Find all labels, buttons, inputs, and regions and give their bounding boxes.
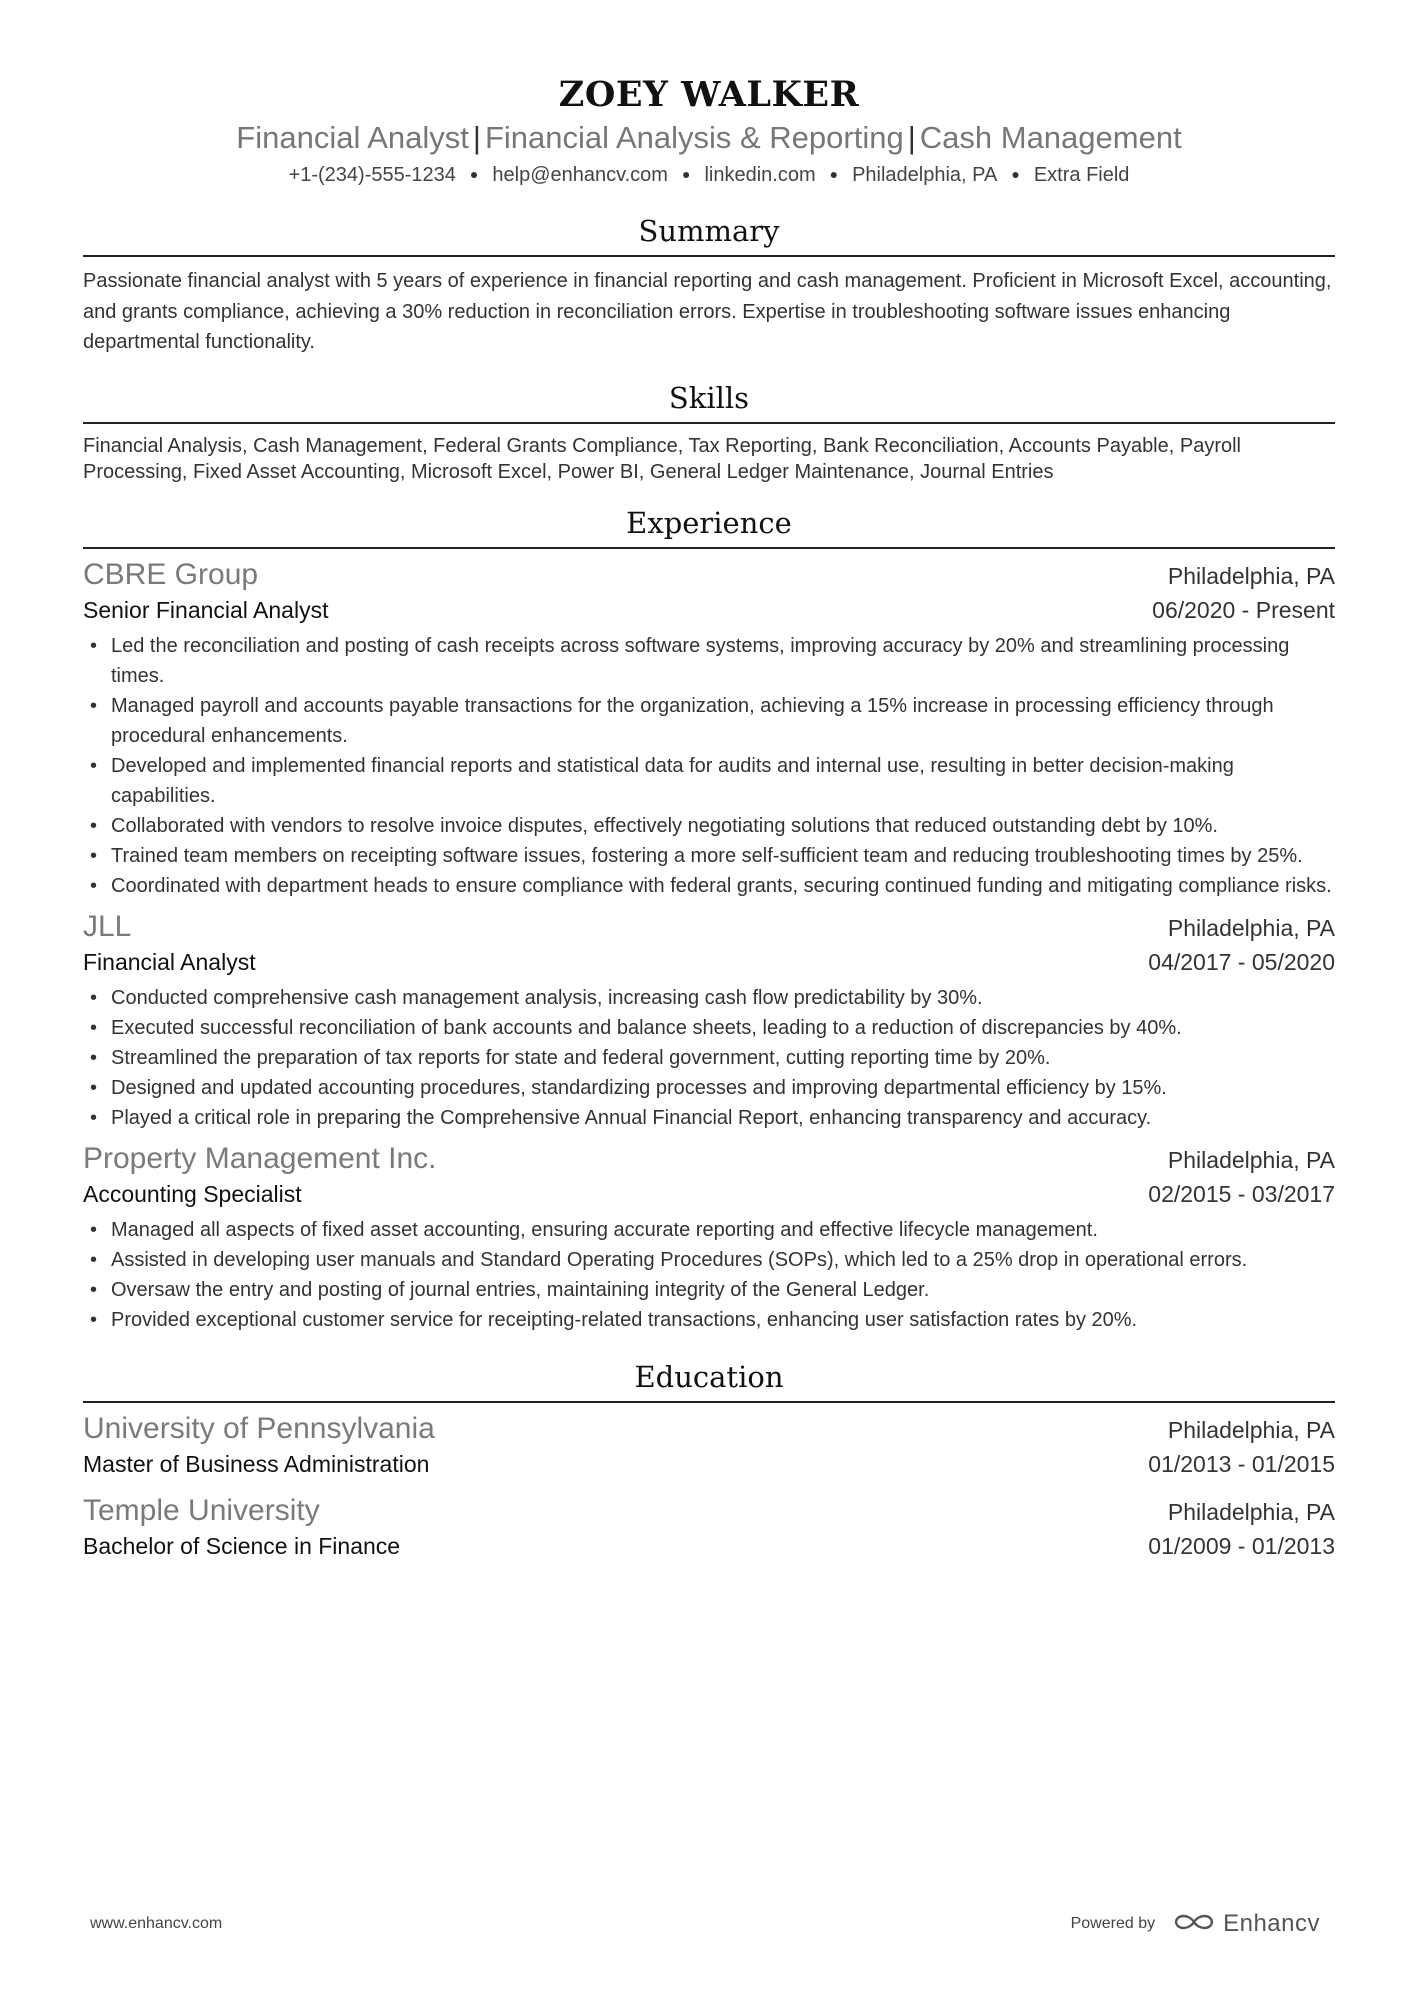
section-title-experience: Experience bbox=[626, 505, 792, 540]
company-location: Philadelphia, PA bbox=[1167, 1146, 1335, 1173]
achievement-item: • Oversaw the entry and posting of journal entries, maintaining integrity of the General Ledger. bbox=[83, 1275, 1335, 1305]
bullet-separator: ● bbox=[681, 166, 691, 182]
education-section bbox=[83, 1357, 1335, 1563]
entry-degree-row bbox=[83, 1447, 1335, 1481]
job-dates: 02/2015 - 03/2017 bbox=[1148, 1180, 1335, 1207]
title-line bbox=[83, 118, 1335, 158]
school-name: University of Pennsylvania bbox=[83, 1411, 435, 1445]
contact-line bbox=[83, 160, 1335, 189]
achievement-item: • Coordinated with department heads to ensure compliance with federal grants, securing continued funding and mitigating compliance risks. bbox=[83, 871, 1335, 901]
title-3: Cash Management bbox=[919, 120, 1182, 155]
entry-header-row bbox=[83, 557, 1335, 593]
achievement-list bbox=[83, 983, 1335, 1133]
section-title-skills: Skills bbox=[668, 380, 750, 415]
experience-section bbox=[83, 503, 1335, 1335]
achievement-item: • Conducted comprehensive cash management analysis, increasing cash flow predictability by 30%. bbox=[83, 983, 1335, 1013]
title-2: Financial Analysis & Reporting bbox=[484, 120, 904, 155]
section-divider bbox=[83, 422, 1335, 424]
school-location: Philadelphia, PA bbox=[1167, 1498, 1335, 1525]
skills-section bbox=[83, 378, 1335, 485]
summary-section bbox=[83, 211, 1335, 358]
experience-entry bbox=[83, 1141, 1335, 1335]
company-name: CBRE Group bbox=[83, 557, 259, 591]
entry-role-row bbox=[83, 945, 1335, 979]
achievement-item: • Played a critical role in preparing the Comprehensive Annual Financial Report, enhancing transparency and accuracy. bbox=[83, 1103, 1335, 1133]
job-title: Accounting Specialist bbox=[83, 1180, 302, 1207]
achievement-list bbox=[83, 1215, 1335, 1335]
powered-by bbox=[1071, 1910, 1320, 1938]
job-title: Senior Financial Analyst bbox=[83, 596, 329, 623]
contact-extra: Extra Field bbox=[1033, 164, 1130, 186]
experience-entry bbox=[83, 909, 1335, 1133]
bullet-separator: ● bbox=[829, 166, 839, 182]
achievement-item: • Developed and implemented financial reports and statistical data for audits and internal use, resulting in better decision-making capabilities. bbox=[83, 751, 1335, 811]
achievement-item: • Assisted in developing user manuals and Standard Operating Procedures (SOPs), which led to a 25% drop in operational errors. bbox=[83, 1245, 1335, 1275]
school-name: Temple University bbox=[83, 1493, 320, 1527]
job-dates: 04/2017 - 05/2020 bbox=[1148, 948, 1335, 975]
summary-text: Passionate financial analyst with 5 years of experience in financial reporting and cash management. Proficient in Microsoft Excel, accounting, and grants compliance, achieving a 30% reduction in reconciliation errors. Expertise in troubleshooting software issues enhancing departmental functionality. bbox=[83, 270, 1332, 353]
entry-header-row bbox=[83, 909, 1335, 945]
achievement-item: • Managed all aspects of fixed asset accounting, ensuring accurate reporting and effective lifecycle management. bbox=[83, 1215, 1335, 1245]
entry-degree-row bbox=[83, 1529, 1335, 1563]
entry-header-row bbox=[83, 1411, 1335, 1447]
section-title-summary: Summary bbox=[638, 214, 780, 248]
section-divider bbox=[83, 1401, 1335, 1403]
achievement-item: • Designed and updated accounting procedures, standardizing processes and improving departmental efficiency by 15%. bbox=[83, 1073, 1335, 1103]
skills-text: Financial Analysis, Cash Management, Federal Grants Compliance, Tax Reporting, Bank Reconciliation, Accounts Payable, Payroll Processing, Fixed Asset Accounting, Microsoft Excel, Power BI, General Ledger Maintenance, Journal Entries bbox=[83, 434, 1241, 483]
achievement-item: • Provided exceptional customer service for receipting-related transactions, enhancing user satisfaction rates by 20%. bbox=[83, 1305, 1335, 1335]
page-footer bbox=[90, 1910, 1320, 1938]
education-entry bbox=[83, 1493, 1335, 1563]
powered-by-label: Powered by bbox=[1070, 1915, 1156, 1932]
achievement-item: • Collaborated with vendors to resolve invoice disputes, effectively negotiating solutions that reduced outstanding debt by 10%. bbox=[83, 811, 1335, 841]
achievement-item: • Executed successful reconciliation of bank accounts and balance sheets, leading to a reduction of discrepancies by 40%. bbox=[83, 1013, 1335, 1043]
entry-header-row bbox=[83, 1493, 1335, 1529]
achievement-item: • Managed payroll and accounts payable transactions for the organization, achieving a 15% increase in processing efficiency through procedural enhancements. bbox=[83, 691, 1335, 751]
bullet-separator: ● bbox=[469, 166, 479, 182]
bullet-separator: ● bbox=[1011, 166, 1020, 182]
contact-location: Philadelphia, PA bbox=[852, 164, 998, 186]
degree-name: Bachelor of Science in Finance bbox=[83, 1532, 401, 1559]
education-entry bbox=[83, 1411, 1335, 1481]
section-divider bbox=[83, 255, 1335, 257]
resume-page bbox=[83, 0, 1335, 1563]
title-separator: | bbox=[907, 120, 916, 155]
company-name: Property Management Inc. bbox=[83, 1141, 437, 1175]
company-location: Philadelphia, PA bbox=[1167, 914, 1335, 941]
brand-name: Enhancv bbox=[1223, 1910, 1320, 1937]
footer-website-link[interactable]: www.enhancv.com bbox=[90, 1915, 223, 1932]
entry-role-row bbox=[83, 1177, 1335, 1211]
company-location: Philadelphia, PA bbox=[1167, 562, 1335, 589]
achievement-item: • Led the reconciliation and posting of cash receipts across software systems, improving accuracy by 20% and streamlining processing times. bbox=[83, 631, 1335, 691]
title-separator: | bbox=[472, 120, 481, 155]
contact-linkedin[interactable]: linkedin.com bbox=[704, 164, 816, 186]
achievement-list bbox=[83, 631, 1335, 901]
degree-dates: 01/2013 - 01/2015 bbox=[1148, 1450, 1335, 1477]
contact-email[interactable]: help@enhancv.com bbox=[492, 164, 668, 186]
entry-role-row bbox=[83, 593, 1335, 627]
degree-dates: 01/2009 - 01/2013 bbox=[1148, 1532, 1335, 1559]
degree-name: Master of Business Administration bbox=[83, 1450, 430, 1477]
enhancv-infinity-logo-icon bbox=[1171, 1911, 1217, 1938]
job-dates: 06/2020 - Present bbox=[1152, 596, 1335, 623]
company-name: JLL bbox=[83, 909, 132, 943]
contact-phone: +1-(234)-555-1234 bbox=[288, 164, 456, 186]
resume-header bbox=[83, 0, 1335, 189]
experience-entry bbox=[83, 557, 1335, 901]
section-divider bbox=[83, 547, 1335, 549]
title-1: Financial Analyst bbox=[236, 120, 469, 155]
job-title: Financial Analyst bbox=[83, 948, 256, 975]
achievement-item: • Trained team members on receipting software issues, fostering a more self-sufficient team and reducing troubleshooting times by 25%. bbox=[83, 841, 1335, 871]
section-title-education: Education bbox=[634, 1359, 784, 1394]
school-location: Philadelphia, PA bbox=[1167, 1416, 1335, 1443]
brand-link[interactable] bbox=[1171, 1910, 1320, 1938]
candidate-name: ZOEY WALKER bbox=[558, 74, 860, 115]
achievement-item: • Streamlined the preparation of tax reports for state and federal government, cutting reporting time by 20%. bbox=[83, 1043, 1335, 1073]
entry-header-row bbox=[83, 1141, 1335, 1177]
